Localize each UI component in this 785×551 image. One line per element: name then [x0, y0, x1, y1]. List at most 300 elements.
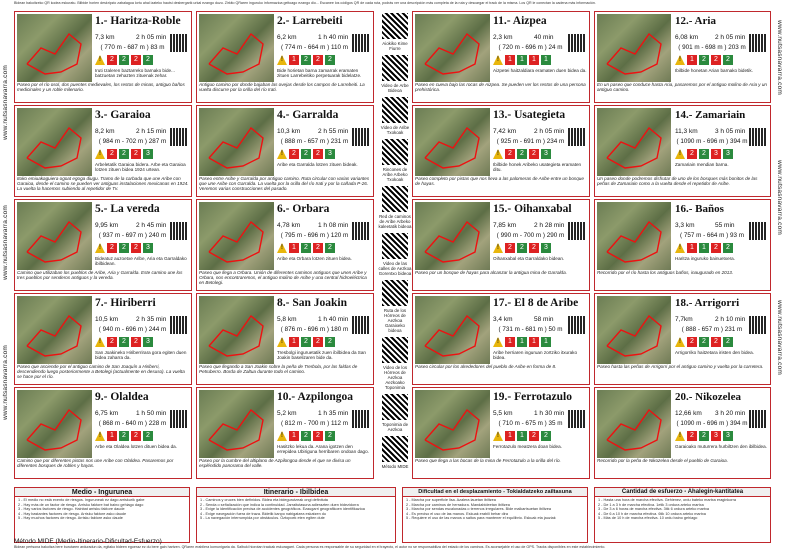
- brand-right-2: www.nutsasnavarra.com: [776, 160, 783, 236]
- mide-badge: 2: [723, 55, 733, 65]
- route-altitude: ( 937 m - 697 m ) 240 m: [98, 232, 167, 239]
- route-description-eu: Ferrotazulo meatzera doan bidea.: [493, 444, 562, 449]
- mide-badge: 2: [301, 55, 311, 65]
- route-title: 17.- El 8 de Aribe: [493, 297, 579, 309]
- route-line: [415, 202, 490, 270]
- route-line: [415, 296, 490, 364]
- route-time: 3 h 05 min: [715, 128, 746, 135]
- route-map: [415, 390, 490, 458]
- mide-badge: 2: [301, 243, 311, 253]
- route-card[interactable]: [412, 11, 590, 103]
- mide-badges: [277, 431, 369, 443]
- mide-badge: 1: [687, 55, 697, 65]
- legend-title: Medio - Ingurunea: [15, 488, 189, 497]
- route-description-eu: Haritza inguruko bainuetxera.: [675, 256, 736, 261]
- mide-badge: 1: [107, 431, 117, 441]
- qr-code-icon[interactable]: [352, 222, 370, 240]
- mide-badge: 2: [301, 431, 311, 441]
- middle-column: [378, 11, 412, 481]
- mide-badge: 2: [723, 243, 733, 253]
- qr-code-icon[interactable]: [170, 128, 188, 146]
- mide-badge: 2: [313, 431, 323, 441]
- route-map: [199, 14, 274, 82]
- legend-title: Cantidad de esfuerzo - Ahalegin-kantitatea: [595, 488, 770, 497]
- qr-code-icon[interactable]: [352, 128, 370, 146]
- route-card[interactable]: [594, 199, 771, 291]
- route-map: [415, 202, 490, 270]
- route-description-eu: Aribe eta Orbara lotzen zituen bidea.: [277, 256, 352, 261]
- route-distance: 12,66 km: [675, 410, 702, 417]
- route-map: [17, 390, 92, 458]
- qr-code-icon[interactable]: [382, 139, 408, 165]
- qr-code-icon[interactable]: [352, 316, 370, 334]
- brand-right-3: www.nutsasnavarra.com: [776, 300, 783, 376]
- mide-badges: [675, 149, 767, 161]
- bottom-note: Bidean pertsona bakoitza bere burutaren arduradun da, egitako bideen egoeraz ez du bere gain hartzen. QRaren erabilera komunigaria da. Salbuki hiorotan trackak eskuragarri. Cada persona es responsable de su seguridad en el trayecto, el autor no se responsabiliza del estado de los caminos. Es aconsejable el uso de GPS. Tracks disponibles en este establecimiento.: [14, 545, 606, 549]
- route-time: 55 min: [715, 222, 735, 229]
- route-map: [597, 14, 671, 82]
- route-card[interactable]: [196, 11, 374, 103]
- media-link-label: Método MIDE: [381, 464, 409, 469]
- route-title: 16.- Baños: [675, 203, 724, 215]
- media-link[interactable]: [378, 233, 412, 276]
- qr-code-icon[interactable]: [170, 410, 188, 428]
- route-card[interactable]: [14, 11, 192, 103]
- warning-icon: !: [277, 55, 287, 65]
- mide-badge: 1: [505, 55, 515, 65]
- route-description-eu: Arrigorriko haitzetara iristen den bidea.: [675, 350, 754, 355]
- route-time: 2 h 28 min: [534, 222, 565, 229]
- media-link-label: Video de Aribe Txokoak: [380, 125, 410, 135]
- route-description-es: Paseo en cueva bajo las rocas de Aizpea. Se pueden ver los restos de una persona prehistórica.: [415, 82, 586, 92]
- route-card[interactable]: [594, 293, 771, 385]
- route-line: [597, 296, 671, 364]
- qr-code-icon[interactable]: [170, 222, 188, 240]
- route-card[interactable]: [594, 387, 771, 479]
- route-description-es: Paseo que llega a Orbara. Unión de diferentes caminos antiguos que unen Aribe y Orbara, nos encontraremos, el antiguo molino de Aribe y una central hidroeléctrica en Betolegi.: [199, 270, 367, 285]
- brand-left-1: www.nutsasnavarra.com: [2, 64, 9, 140]
- route-card[interactable]: [594, 105, 771, 197]
- mide-badges: [277, 149, 369, 161]
- route-description-eu: Garaioako muturrera hurbiltzen den ibilbidea.: [675, 444, 767, 449]
- legend-line: 1 - Marcha por superficie lisa. Azalera lauetan ibiltzea: [406, 498, 496, 502]
- media-link[interactable]: [378, 280, 412, 333]
- qr-code-icon[interactable]: [382, 13, 408, 39]
- warning-icon: !: [95, 337, 105, 347]
- route-card[interactable]: [196, 293, 374, 385]
- qr-code-icon[interactable]: [568, 410, 586, 428]
- route-line: [415, 14, 490, 82]
- route-description-eu: Aribe herriaren inguruan zortziko itxurako bidea.: [493, 350, 578, 360]
- qr-code-icon[interactable]: [170, 34, 188, 52]
- route-line: [17, 14, 92, 82]
- qr-code-icon[interactable]: [568, 316, 586, 334]
- mide-badge: 1: [289, 431, 299, 441]
- brand-right-1: www.nutsasnavarra.com: [776, 20, 783, 96]
- qr-code-icon[interactable]: [749, 316, 767, 334]
- route-distance: 7,7km: [675, 316, 693, 323]
- qr-code-icon[interactable]: [382, 233, 408, 259]
- route-altitude: ( 720 m - 696 m ) 24 m: [498, 44, 563, 51]
- route-description-es: Paseo completo por pistas que nos lleva a las palomeras de Aribe entre un bosque de hayas.: [415, 176, 584, 186]
- route-description-es: Camino que por diferentes pistas nos une Aribe con Olaldea. Pasaremos por diferentes bosques de robles y hayas.: [17, 458, 174, 468]
- route-time: 2 h 05 min: [715, 34, 746, 41]
- mide-badge: 2: [301, 337, 311, 347]
- route-map: [199, 202, 274, 270]
- route-distance: 10,5 km: [95, 316, 119, 323]
- route-distance: 5,8 km: [277, 316, 297, 323]
- warning-icon: !: [675, 243, 685, 253]
- route-distance: 4,78 km: [277, 222, 301, 229]
- mide-badges: [493, 149, 585, 161]
- media-link[interactable]: [378, 55, 412, 93]
- route-description-es: Paseo que llega a las bocas de la mina de Ferrotazulo a la orilla del río.: [415, 458, 561, 463]
- route-time: 1 h 30 min: [534, 410, 565, 417]
- route-time: 2 h 10 min: [715, 316, 746, 323]
- route-time: 1 h 50 min: [136, 410, 167, 417]
- legend-line: 4 - Exige navegación fuera de traza. Bidetik kanpo nabigatzea eskatzen du: [200, 511, 327, 516]
- legend-line: 3 - De 3 a 6 horas de marcha efectiva. 3tik 6 ordura arteko martxa: [598, 507, 710, 512]
- mide-badge: 2: [325, 55, 335, 65]
- qr-code-icon[interactable]: [382, 55, 408, 81]
- route-altitude: ( 1090 m - 696 m ) 394 m: [676, 138, 748, 145]
- route-card[interactable]: [412, 387, 590, 479]
- mide-badge: 1: [505, 337, 515, 347]
- mide-badge: 1: [289, 55, 299, 65]
- qr-code-icon[interactable]: [568, 222, 586, 240]
- route-distance: 8,2 km: [95, 128, 115, 135]
- route-title: 11.- Aizpea: [493, 15, 547, 27]
- route-time: 2 h 05 min: [534, 128, 565, 135]
- qr-code-icon[interactable]: [382, 394, 408, 420]
- route-title: 5.- La vereda: [95, 203, 160, 215]
- mide-badge: 2: [687, 149, 697, 159]
- mide-badge: 3: [325, 149, 335, 159]
- qr-code-icon[interactable]: [382, 97, 408, 123]
- mide-badge: 2: [541, 431, 551, 441]
- mide-badge: 1: [517, 55, 527, 65]
- route-altitude: ( 940 m - 696 m ) 244 m: [98, 326, 167, 333]
- legend-title: Itinerario - Ibilbidea: [197, 488, 395, 497]
- route-distance: 7,42 km: [493, 128, 517, 135]
- route-card[interactable]: [412, 293, 590, 385]
- mide-badge: 1: [541, 337, 551, 347]
- media-link[interactable]: [378, 13, 412, 51]
- route-line: [415, 390, 490, 458]
- route-distance: 5,2 km: [277, 410, 297, 417]
- legend-line: 4 - Hay bastantes factores de riesgo. Arrisku faktore asko daude: [18, 511, 127, 516]
- route-title: 3.- Garaioa: [95, 109, 151, 121]
- legend-line: 1 - El medio no está exento de riesgos. Inguruneak ez dago arriskurik gabe: [18, 498, 145, 502]
- mide-badges: [277, 337, 369, 349]
- route-altitude: ( 888 - 657 m ) 231 m: [681, 326, 743, 333]
- warning-icon: !: [95, 149, 105, 159]
- mide-badge: 2: [325, 431, 335, 441]
- route-distance: 5,5 km: [493, 410, 513, 417]
- warning-icon: !: [277, 149, 287, 159]
- route-distance: 6,2 km: [277, 34, 297, 41]
- route-map: [415, 108, 490, 176]
- qr-code-icon[interactable]: [352, 410, 370, 428]
- legend-line: 5 - Más de 10 h de marcha efectiva. 10 ordu baino gehiago: [598, 516, 698, 521]
- legend-line: 4 - De 6 a 10 h de marcha efectiva. 6tik 10 ordura arteko martxa: [598, 511, 706, 516]
- mide-badge: 2: [687, 337, 697, 347]
- qr-code-icon[interactable]: [382, 186, 408, 212]
- route-time: 1 h 08 min: [318, 222, 349, 229]
- qr-code-icon[interactable]: [568, 34, 586, 52]
- mide-badge: 2: [107, 149, 117, 159]
- media-link[interactable]: [378, 97, 412, 135]
- route-map: [597, 202, 671, 270]
- mide-badges: [675, 431, 767, 443]
- media-link[interactable]: [378, 436, 412, 469]
- legend-itinerario: [196, 487, 396, 543]
- legend-line: 5 - Requiere el uso de las manos o saltos para mantener el equilibrio. Eskuak eta jauziak: [406, 516, 556, 521]
- route-title: 6.- Orbara: [277, 203, 330, 215]
- legend-line: 2 - Hay más de un factor de riesgo. Arrisku faktore bat baino gehiago dago: [18, 502, 144, 507]
- mide-badge: 2: [711, 243, 721, 253]
- route-time: 1 h 40 min: [318, 316, 349, 323]
- mide-badge: 2: [711, 337, 721, 347]
- warning-icon: !: [95, 431, 105, 441]
- qr-code-icon[interactable]: [352, 34, 370, 52]
- mide-badge: 3: [723, 149, 733, 159]
- media-link-label: Video de los Hórreos de Aezkoa Aezkoako Toponimia: [382, 365, 408, 390]
- route-description-eu: Hasitzko lekua da. Arana igotzen den errepidea Ubiriguna herribaren ondoan dago.: [277, 444, 369, 454]
- route-card[interactable]: [196, 387, 374, 479]
- route-altitude: ( 795 m - 696 m ) 120 m: [280, 232, 349, 239]
- route-description-es: Antiguo camino por donde bajaban las ovejas desde los campos de Larrebeiti. La vuelta discurre por la orilla del río Irati.: [199, 82, 365, 92]
- route-card[interactable]: [14, 293, 192, 385]
- route-line: [17, 202, 92, 270]
- route-distance: 2,3 km: [493, 34, 513, 41]
- mide-badge: 3: [143, 149, 153, 159]
- media-link-label: Rincones de Aribe Arbeko Txokoak: [382, 167, 408, 182]
- mide-badges: [493, 431, 585, 443]
- mide-badges: [277, 243, 369, 255]
- route-card[interactable]: [14, 105, 192, 197]
- route-description-eu: Oihanxabal eta Garraldako bidean.: [493, 256, 565, 261]
- mide-badge: 2: [325, 243, 335, 253]
- mide-badge: 1: [529, 55, 539, 65]
- warning-icon: !: [277, 337, 287, 347]
- warning-icon: !: [95, 243, 105, 253]
- route-title: 14.- Zamariain: [675, 109, 746, 121]
- route-altitude: ( 876 m - 696 m ) 180 m: [280, 326, 349, 333]
- route-description-eu: San Joakineko Hiriberrirara gora egiten duen bidea zaharra da.: [95, 350, 187, 360]
- warning-icon: !: [95, 55, 105, 65]
- route-title: 7.- Hiriberri: [95, 297, 156, 309]
- warning-icon: !: [493, 431, 503, 441]
- route-title: 1.- Haritza-Roble: [95, 15, 181, 27]
- route-description-es: En un paseo que conduce hasta Aria, pasaremos por el antiguo molino de Aria y un antiguo camino.: [597, 82, 767, 92]
- mide-badge: 2: [107, 243, 117, 253]
- mide-badge: 2: [289, 149, 299, 159]
- route-description-eu: Arbeletatik Garaioa bidera. Arbe eta Garaioa lotzen zituen bidea 1924 urtean.: [95, 162, 186, 172]
- route-time: 40 min: [534, 34, 554, 41]
- qr-code-icon[interactable]: [170, 316, 188, 334]
- route-description-es: Recorrido por el río hasta los antiguos baños, inaugurado en 2013.: [597, 270, 734, 275]
- route-title: 2.- Larrebeiti: [277, 15, 343, 27]
- mide-badge: 1: [699, 243, 709, 253]
- route-altitude: ( 710 m - 675 m ) 35 m: [498, 420, 563, 427]
- mide-badge: 2: [119, 149, 129, 159]
- mide-badge: 2: [517, 149, 527, 159]
- route-altitude: ( 868 m - 640 m ) 228 m: [98, 420, 167, 427]
- legend-line: 3 - Hay varios factores de riesgo. Hainbat arrisku faktore daude: [18, 507, 125, 512]
- route-description-eu: Zamariain mendian barna.: [675, 162, 729, 167]
- route-description-eu: Bideatuz auzoetxe Aribe, Aria eta Garraldako ibilbidean.: [95, 256, 187, 266]
- warning-icon: !: [675, 337, 685, 347]
- route-altitude: ( 990 m - 700 m ) 290 m: [496, 232, 565, 239]
- route-card[interactable]: [594, 11, 771, 103]
- mide-badge: 2: [119, 431, 129, 441]
- route-title: 13.- Usategieta: [493, 109, 566, 121]
- route-map: [597, 108, 671, 176]
- mide-badges: [95, 243, 187, 255]
- route-altitude: ( 812 m - 700 m ) 112 m: [280, 420, 349, 427]
- mide-badges: [675, 55, 767, 67]
- mide-badge: 2: [529, 431, 539, 441]
- warning-icon: !: [277, 431, 287, 441]
- route-map: [199, 390, 274, 458]
- qr-code-icon[interactable]: [749, 410, 767, 428]
- warning-icon: !: [493, 149, 503, 159]
- route-title: 19.- Ferrotazulo: [493, 391, 572, 403]
- mide-badge: 2: [313, 243, 323, 253]
- route-description-es: Paseo hasta las peñas de Arrigorri por el antiguo camino y vuelta por la carretera.: [597, 364, 764, 369]
- media-link[interactable]: [378, 337, 412, 390]
- route-altitude: ( 925 m - 691 m ) 234 m: [496, 138, 565, 145]
- legend-line: 2 - Senda o señalización que indica la continuidad. Jarraitutasuna adierazten duen bidezidorra: [200, 502, 359, 507]
- route-description-eu: Iruti Izaleren baztarreko barnako bide... batzuetan zehazten zituenak zehar.: [95, 68, 175, 78]
- legend-line: 2 - De 1 a 3 h de marcha efectiva. 1etik 3 ordura arteko martxa: [598, 502, 704, 507]
- route-line: [597, 202, 671, 270]
- legend-lines: [15, 497, 189, 522]
- route-description-eu: Arbe eta Olaldea lotzen dituen bidea da.: [95, 444, 177, 449]
- mide-badge: 2: [517, 243, 527, 253]
- route-distance: 11,3 km: [675, 128, 698, 135]
- qr-code-icon[interactable]: [382, 337, 408, 363]
- media-link-label: Video de las calles de Aezkoa Gorentxo bideoa: [378, 261, 412, 276]
- legend-dificultad: [402, 487, 588, 543]
- route-line: [415, 108, 490, 176]
- mide-badge: 1: [541, 55, 551, 65]
- legend-line: 1 - Caminos y cruces bien definidos. Bidea eta bidegurutzeak ongi definituta: [200, 498, 328, 502]
- route-description-es: Camino que utilizaban los pueblos de Aribe, Aria y Garralda. Este camino une los tres pueblos por senderos antiguos y la vereda.: [17, 270, 183, 280]
- mide-badge: 2: [699, 431, 709, 441]
- legend-lines: [197, 497, 395, 522]
- mide-badge: 2: [131, 55, 141, 65]
- route-map: [17, 296, 92, 364]
- route-time: 2 h 35 min: [136, 316, 167, 323]
- route-description-es: Paseo que llegando a San Joakin sobre la peña de Trerbola, por las faldas de Petruberro. Borda de Zaltua durante todo el camino.: [199, 364, 358, 374]
- mide-badge: 2: [505, 149, 515, 159]
- route-card[interactable]: [14, 387, 192, 479]
- mide-badge: 1: [289, 337, 299, 347]
- mide-badge: 2: [131, 431, 141, 441]
- mide-badge: 3: [711, 431, 721, 441]
- route-description-es: Un paseo donde podremos disfrutar de uno de los bosques más bonitos de las peñas de Zamariain como a la vuelta desde el repetidor de Aribe.: [597, 176, 758, 186]
- mide-badge: 2: [301, 149, 311, 159]
- route-card[interactable]: [412, 199, 590, 291]
- mide-badge: 2: [699, 337, 709, 347]
- mide-badge: 2: [131, 337, 141, 347]
- route-description-es: Paseo por la cumbre del altiplano de Azpilongoa desde el que se divisa un espléndido panorama del valle.: [199, 458, 351, 468]
- route-card[interactable]: [14, 199, 192, 291]
- qr-code-icon[interactable]: [749, 222, 767, 240]
- route-line: [199, 202, 274, 270]
- mide-badges: [95, 337, 187, 349]
- qr-code-icon[interactable]: [382, 280, 408, 306]
- mide-badge: 2: [687, 431, 697, 441]
- mide-badge: 3: [541, 149, 551, 159]
- legend-line: 1 - Hasta una hora de marcha efectiva. Gehienez, ordu bateko martxa eraginkorra: [598, 498, 737, 502]
- route-line: [199, 296, 274, 364]
- warning-icon: !: [277, 243, 287, 253]
- route-card[interactable]: [196, 105, 374, 197]
- route-line: [17, 296, 92, 364]
- mide-badges: [277, 55, 369, 67]
- route-time: 2 h 55 min: [318, 128, 349, 135]
- media-link[interactable]: [378, 139, 412, 182]
- route-time: 3 h 20 min: [715, 410, 746, 417]
- mide-badge: 1: [289, 243, 299, 253]
- route-altitude: ( 757 m - 664 m ) 93 m: [679, 232, 745, 239]
- media-link-label: Toponimia de Aezkoa: [381, 422, 409, 432]
- route-line: [17, 108, 92, 176]
- qr-code-icon[interactable]: [568, 128, 586, 146]
- mide-badge: 3: [711, 149, 721, 159]
- brand-left-3: www.nutsasnavarra.com: [2, 344, 9, 420]
- mide-badge: 2: [505, 243, 515, 253]
- media-link-label: Aiokiko Kime Fiurre: [382, 41, 408, 51]
- route-card[interactable]: [412, 105, 590, 197]
- warning-icon: !: [675, 431, 685, 441]
- route-altitude: ( 774 m - 664 m ) 110 m: [280, 44, 349, 51]
- qr-code-icon[interactable]: [382, 436, 408, 462]
- route-line: [597, 390, 671, 458]
- mide-badge: 2: [131, 149, 141, 159]
- route-map: [597, 296, 671, 364]
- route-time: 2 h 45 min: [136, 222, 167, 229]
- mide-badge: 3: [723, 431, 733, 441]
- brand-left-2: www.nutsasnavarra.com: [2, 204, 9, 280]
- route-altitude: ( 770 m - 687 m ) 83 m: [100, 44, 165, 51]
- qr-code-icon[interactable]: [749, 128, 767, 146]
- mide-badge: 2: [325, 337, 335, 347]
- warning-icon: !: [675, 55, 685, 65]
- media-link-label: Ruta de los Hórreos de Aezkoa Garaixeko bideoa: [383, 308, 407, 333]
- mide-badge: 2: [107, 337, 117, 347]
- mide-badges: [493, 55, 585, 67]
- media-link[interactable]: [378, 186, 412, 229]
- warning-icon: !: [675, 149, 685, 159]
- media-link[interactable]: [378, 394, 412, 432]
- mide-badge: 1: [505, 431, 515, 441]
- route-map: [199, 296, 274, 364]
- mide-badge: 2: [143, 431, 153, 441]
- qr-code-icon[interactable]: [749, 34, 767, 52]
- route-description-es: Paseo entre Aribe y Garralda por antiguo camino. Ruta circular con varias variantes que une Aribe con Garralda. La vuelta por la orilla del río Irati y por la cañada P-26. Veremos varias construcciones del pasado.: [199, 176, 370, 191]
- route-time: 1 h 40 min: [318, 34, 349, 41]
- route-card[interactable]: [196, 199, 374, 291]
- mide-badge: 1: [517, 337, 527, 347]
- route-description-eu: Aribe eta Garralda lotzen zituen bideak.: [277, 162, 358, 167]
- route-description-es: Paseo por el río osol, dos puentes medievales, los restos de minas, antiguo baños medicinales y un roble milenario.: [17, 82, 185, 92]
- route-title: 10.- Azpilongoa: [277, 391, 354, 403]
- mide-badge: 2: [131, 243, 141, 253]
